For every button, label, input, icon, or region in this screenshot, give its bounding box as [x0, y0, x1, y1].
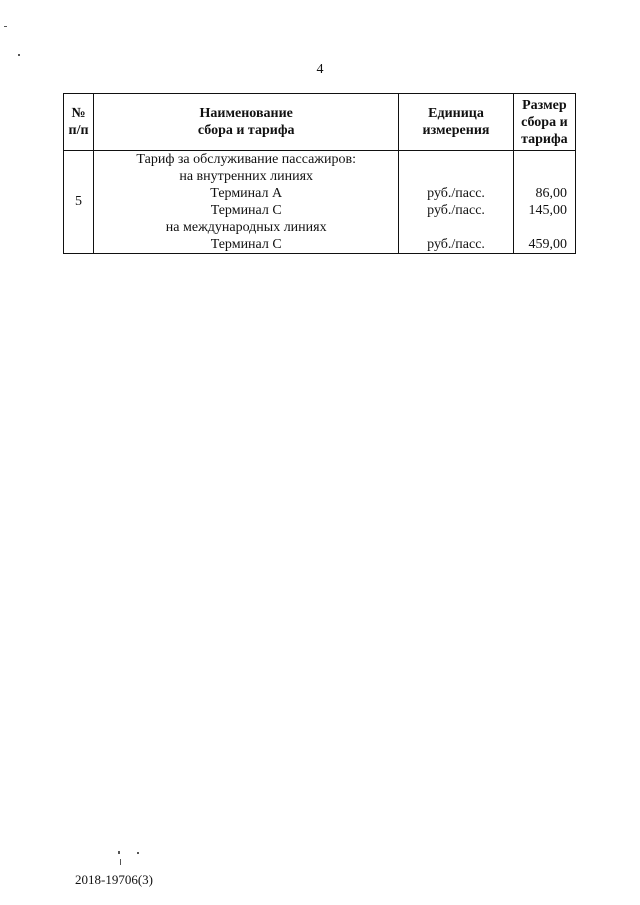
size-line — [514, 151, 575, 168]
scan-speck — [18, 54, 20, 56]
header-number-line: п/п — [68, 123, 89, 138]
document-code: 2018-19706(3) — [75, 872, 153, 887]
page-number: 4 — [316, 62, 324, 77]
header-name-line: сбора и тарифа — [197, 123, 295, 138]
header-unit — [399, 94, 513, 151]
header-unit-line: измерения — [422, 123, 490, 138]
scan-speck — [118, 851, 120, 854]
name-line: на внутренних линиях — [179, 169, 314, 184]
name-line: Терминал А — [210, 186, 283, 201]
name-line: Терминал С — [210, 237, 282, 252]
scan-speck — [120, 859, 121, 865]
header-name-line: Наименование — [199, 106, 293, 121]
size-line: 145,00 — [528, 203, 567, 218]
header-size-line: Размер — [522, 97, 567, 113]
unit-line — [399, 219, 512, 236]
table-row — [64, 151, 576, 254]
size-line — [514, 219, 575, 236]
header-name — [94, 94, 399, 151]
header-unit-line: Единица — [428, 106, 484, 121]
header-size — [513, 94, 575, 151]
size-line: 459,00 — [528, 237, 567, 252]
scan-speck — [137, 852, 139, 854]
size-line: 86,00 — [535, 186, 567, 201]
row-number: 5 — [64, 151, 94, 254]
scan-speck — [4, 26, 7, 27]
unit-line — [399, 151, 512, 168]
unit-line: руб./пасс. — [427, 237, 485, 252]
row-size-cell — [513, 151, 575, 254]
unit-line: руб./пасс. — [427, 203, 485, 218]
size-line — [514, 168, 575, 185]
header-size-line: сбора и — [521, 114, 568, 130]
header-size-line: тарифа — [521, 131, 568, 147]
header-number-line: № — [71, 106, 86, 121]
name-line: Терминал С — [210, 203, 282, 218]
row-name-cell — [94, 151, 399, 254]
table-header-row — [64, 94, 576, 151]
header-number — [64, 94, 94, 151]
name-line: на международных линиях — [165, 220, 327, 235]
name-line: Тариф за обслуживание пассажиров: — [136, 152, 356, 167]
unit-line: руб./пасс. — [427, 186, 485, 201]
row-unit-cell — [399, 151, 513, 254]
unit-line — [399, 168, 512, 185]
tariff-table — [63, 93, 576, 254]
